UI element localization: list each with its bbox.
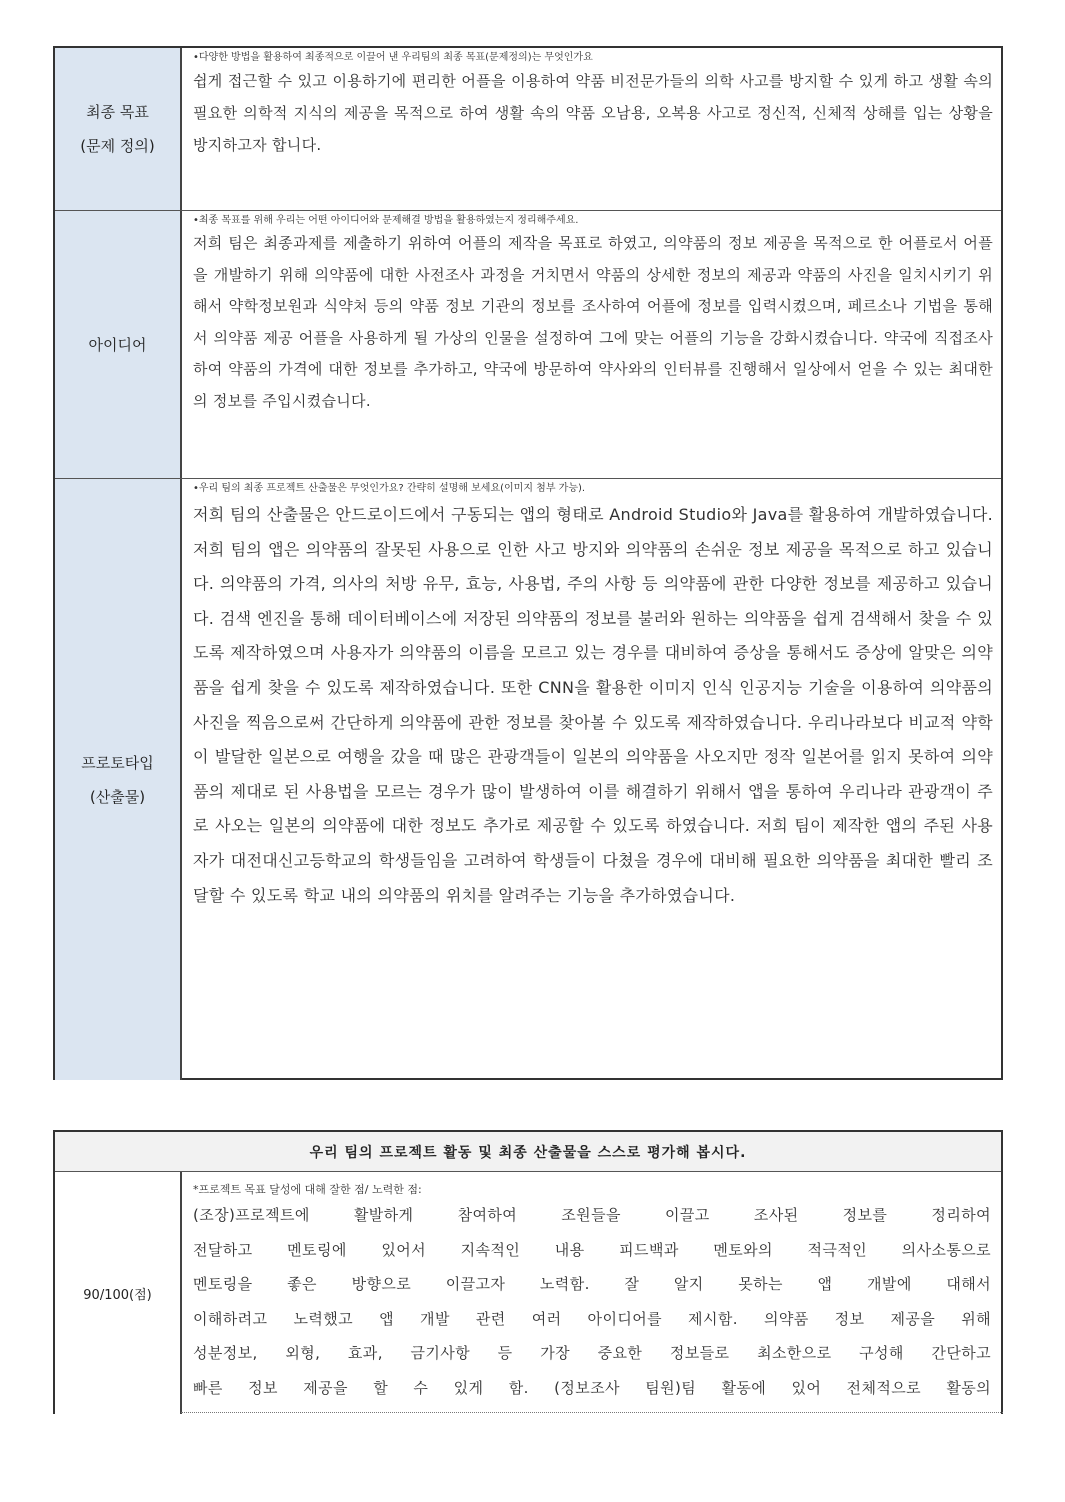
page-cut-divider bbox=[181, 1412, 1003, 1413]
final-goal-label bbox=[55, 48, 182, 210]
evaluation-line: 전달하고 멘토링에 있어서 지속적인 내용 피드백과 멘토와의 적극적인 의사소통으로 bbox=[193, 1240, 991, 1259]
idea-row bbox=[55, 211, 1001, 479]
final-goal-text: 쉽게 접근할 수 있고 이용하기에 편리한 어플을 이용하여 약품 비전문가들의 의학 사고를 방지할 수 있게 하고 생활 속의 필요한 의학적 지식의 제공을 목적으로 하여 생활 속의 약품 오남용, 오복용 사고로 정신적, 신체적 상해를 입는 상황을 방지하고자 합니다. bbox=[193, 72, 993, 154]
label-line: 최종 목표 bbox=[86, 103, 149, 121]
evaluation-line: (조장)프로젝트에 활발하게 참여하여 조원들을 이끌고 조사된 정보를 정리하여 bbox=[193, 1206, 991, 1224]
self-evaluation-score: 90/100(점) bbox=[55, 1172, 182, 1414]
prototype-text: 저희 팀의 산출물은 안드로이드에서 구동되는 앱의 형태로 Android Studio와 Java를 활용하여 개발하였습니다. 저희 팀의 앱은 의약품의 잘못된 사용으로 인한 사고 방지와 의약품의 손쉬운 정보 제공을 목적으로 하고 있습니다. 의약품의 가격, 의사의 처방 유무, 효능, 사용법, 주의 사항 등 의약품에 관한 다양한 정보를 제공하고 있습니다. 검색 엔진을 통해 데이터베이스에 저장된 의약품의 정보를 불러와 원하는 의약품을 쉽게 검색해서 찾을 수 있도록 제작하였으며 사용자가 의약품의 이름을 모르고 있는 경우를 대비하여 증상을 통해서도 증상에 알맞은 의약품을 쉽게 찾을 수 있도록 제작하였습니다. 또한 CNN을 활용한 이미지 인식 인공지능 기술을 이용하여 의약품의 사진을 찍음으로써 간단하게 의약품에 관한 정보를 찾아볼 수 있도록 제작하였습니다. 우리나라보다 비교적 약학이 발달한 일본으로 여행을 갔을 때 많은 관광객들이 일본의 의약품을 사오지만 정작 일본어를 읽지 못하여 의약품의 제대로 된 사용법을 모르는 경우가 많이 발생하여 이를 해결하기 위해서 앱을 통하여 우리나라 관광객이 주로 사오는 일본의 의약품에 대한 정보도 추가로 제공할 수 있도록 하였습니다. 저희 팀이 제작한 앱의 주된 사용자가 대전대신고등학교의 학생들임을 고려하여 학생들이 다쳤을 경우에 대비해 필요한 의약품을 최대한 빨리 조달할 수 있도록 학교 내의 의약품의 위치를 알려주는 기능을 추가하였습니다. bbox=[193, 505, 993, 905]
final-goal-prompt: •다양한 방법을 활용하여 최종적으로 이끌어 낸 우리팀의 최종 목표(문제정의)는 무엇인가요 bbox=[193, 52, 593, 63]
label-line: 프로토타입 bbox=[81, 753, 154, 772]
evaluation-line: 멘토링을 좋은 방향으로 이끌고자 노력함. 잘 알지 못하는 앱 개발에 대해서 bbox=[193, 1275, 991, 1293]
self-evaluation-header: 우리 팀의 프로젝트 활동 및 최종 산출물을 스스로 평가해 봅시다. bbox=[55, 1132, 1001, 1172]
evaluation-line: 성분정보, 외형, 효과, 금기사항 등 가장 중요한 정보들로 최소한으로 구성해 간단하고 bbox=[193, 1344, 991, 1362]
idea-text: 저희 팀은 최종과제를 제출하기 위하여 어플의 제작을 목표로 하였고, 의약품의 정보 제공을 목적으로 한 어플로서 어플을 개발하기 위해 의약품에 대한 사전조사 과정을 거치면서 약품의 상세한 정보의 제공과 약품의 사진을 일치시키기 위해서 약학정보원과 식약처 등의 약품 정보 기관의 정보를 조사하여 어플에 정보를 입력시켰으며, 페르소나 기법을 통해서 의약품 제공 어플을 사용하게 될 가상의 인물을 설정하여 그에 맞는 어플의 기능을 강화시켰습니다. 약국에 직접조사 하여 약품의 가격에 대한 정보를 추가하고, 약국에 방문하여 약사와의 인터뷰를 진행해서 일상에서 얻을 수 있는 최대한의 정보를 주입시켰습니다. bbox=[193, 234, 993, 410]
self-evaluation-content bbox=[184, 1172, 1001, 1414]
evaluation-line: 빠른 정보 제공을 할 수 있게 함. (정보조사 팀원)팀 활동에 있어 전체적으로 활동의 bbox=[193, 1378, 991, 1397]
project-summary-table bbox=[53, 46, 1003, 1080]
label-line: 아이디어 bbox=[88, 335, 147, 354]
idea-prompt: •최종 목표를 위해 우리는 어떤 아이디어와 문제해결 방법을 활용하였는지 정리해주세요. bbox=[193, 215, 579, 226]
label-line: (산출물) bbox=[89, 787, 146, 806]
evaluation-line: 이해하려고 노력했고 앱 개발 관련 여러 아이디어를 제시함. 의약품 정보 제공을 위해 bbox=[193, 1309, 991, 1328]
final-goal-content bbox=[184, 48, 1001, 210]
idea-content bbox=[184, 211, 1001, 478]
prototype-prompt: •우리 팀의 최종 프로젝트 산출물은 무엇인가요? 간략히 설명해 보세요(이미지 첨부 가능). bbox=[193, 483, 586, 494]
prototype-content bbox=[184, 479, 1001, 1080]
self-evaluation-prompt: *프로젝트 목표 달성에 대해 잘한 점/ 노력한 점: bbox=[193, 1183, 422, 1196]
prototype-row bbox=[55, 479, 1001, 1080]
final-goal-row bbox=[55, 48, 1001, 211]
idea-label bbox=[55, 211, 182, 478]
prototype-label bbox=[55, 479, 182, 1080]
self-evaluation-table bbox=[53, 1130, 1003, 1414]
label-line: (문제 정의) bbox=[80, 137, 155, 155]
